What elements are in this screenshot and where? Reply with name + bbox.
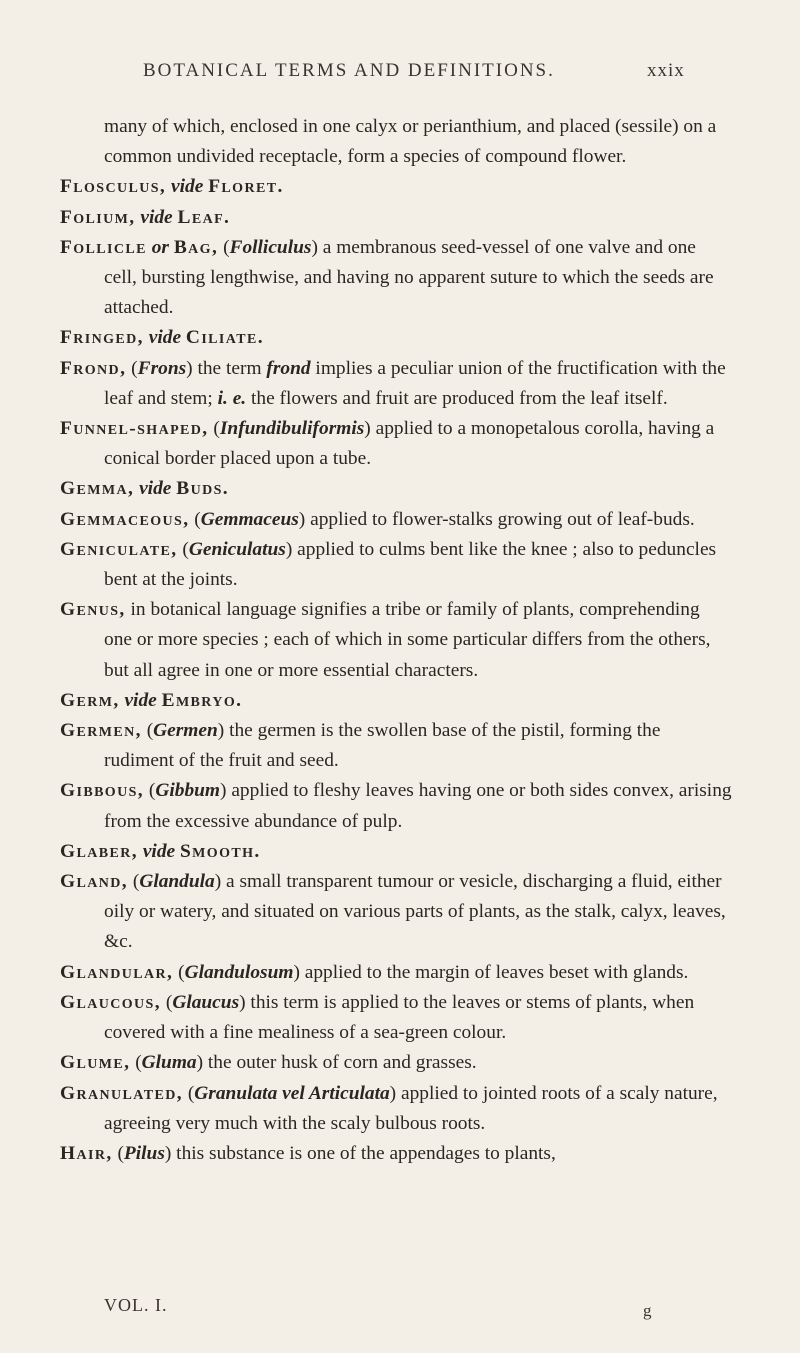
entry-italic: Pilus	[123, 1142, 165, 1164]
entry-headword: Frond,	[60, 357, 127, 379]
entry-text: ) applied to jointed roots of a scaly nature, agreeing very much with the scaly bulbous roots.	[104, 1082, 718, 1134]
entry-italic: Gemmaceus	[200, 508, 299, 530]
glossary-entry	[60, 203, 732, 233]
entry-text: the flowers and fruit are produced from the leaf itself.	[246, 387, 668, 409]
entry-text: ) applied to a monopetalous corolla, having a conical border placed upon a tube.	[104, 418, 715, 470]
glossary-body	[60, 112, 732, 1169]
entry-italic: Frons	[137, 357, 187, 379]
entry-text: ) this substance is one of the appendages to plants,	[164, 1142, 556, 1164]
entry-text: ) applied to fleshy leaves having one or both sides convex, arising from the excessive abundance of pulp.	[104, 780, 732, 832]
entry-text: (	[177, 538, 189, 560]
entry-text: ) the term	[186, 357, 267, 379]
entry-crossref: Embryo.	[161, 689, 243, 711]
entry-text: (	[208, 418, 220, 440]
signature-mark: g	[643, 1301, 652, 1320]
entry-crossref: Buds.	[176, 478, 230, 500]
entry-text: (	[161, 991, 173, 1013]
entry-text: ) the outer husk of corn and grasses.	[196, 1052, 477, 1074]
entry-text: ) applied to flower-stalks growing out of leaf-buds.	[298, 508, 695, 530]
entry-crossref: Smooth.	[179, 840, 261, 862]
entry-headword: Glaber,	[60, 840, 138, 862]
entry-italic: or	[151, 236, 169, 258]
entry-headword: Glume,	[60, 1052, 131, 1074]
glossary-entry	[60, 323, 732, 353]
entry-italic: frond	[266, 357, 311, 379]
entry-italic: vide	[142, 840, 176, 862]
entry-text: (	[126, 357, 138, 379]
entry-italic: Folliculus	[229, 236, 312, 258]
running-header	[0, 60, 800, 90]
entry-crossref: Ciliate.	[185, 327, 264, 349]
entry-headword: Funnel-shaped,	[60, 418, 209, 440]
glossary-entry	[60, 172, 732, 202]
entry-text: (	[144, 780, 156, 802]
entry-italic: vide	[171, 176, 204, 198]
glossary-entry	[60, 474, 732, 504]
glossary-entry	[60, 595, 732, 686]
entry-italic: Germen	[153, 720, 218, 742]
entry-text: (	[112, 1142, 124, 1164]
glossary-entry	[60, 958, 732, 988]
entry-headword: Gibbous,	[60, 780, 145, 802]
glossary-entry	[60, 988, 732, 1048]
entry-headword: Glandular,	[60, 961, 174, 983]
glossary-entry	[60, 837, 732, 867]
entry-text: (	[218, 236, 230, 258]
glossary-entry	[60, 686, 732, 716]
entry-text: in botanical language signifies a tribe or family of plants, comprehending one or more species ; each of which in some particular differs from the others, but all agree in one or more essential characters.	[104, 599, 711, 681]
entry-text: (	[130, 1052, 142, 1074]
entry-headword: Gemma,	[60, 478, 135, 500]
entry-headword: Flosculus,	[60, 176, 167, 198]
glossary-entry	[60, 1079, 732, 1139]
entry-text: (	[173, 961, 185, 983]
entry-crossref: Leaf.	[177, 206, 231, 228]
page-footer	[0, 1295, 800, 1325]
entry-headword: Gemmaceous,	[60, 508, 190, 530]
entry-italic: Glaucus	[172, 991, 240, 1013]
glossary-entry	[60, 1139, 732, 1169]
entry-headword: Germen,	[60, 720, 142, 742]
entry-headword: Gland,	[60, 871, 128, 893]
entry-text: ) a membranous seed-vessel of one valve and one cell, bursting lengthwise, and having no apparent suture to which the seeds are attached.	[104, 236, 714, 319]
entry-headword: Genus,	[60, 599, 126, 621]
entry-italic: Glandula	[139, 871, 215, 893]
entry-headword: Fringed,	[60, 327, 144, 349]
entry-italic: Gibbum	[155, 780, 221, 802]
entry-headword: Germ,	[60, 689, 120, 711]
header-title: BOTANICAL TERMS AND DEFINITIONS.	[143, 60, 555, 81]
entry-text: (	[189, 508, 201, 530]
entry-headword: Hair,	[60, 1142, 113, 1164]
entry-italic: Infundibuliformis	[219, 418, 365, 440]
entry-headword: Geniculate,	[60, 538, 178, 560]
volume-label: VOL. I.	[104, 1295, 168, 1315]
entry-headword: Granulated,	[60, 1082, 183, 1104]
glossary-entry	[60, 776, 732, 836]
glossary-entry	[60, 716, 732, 776]
entry-text: (	[128, 871, 140, 893]
entry-italic: vide	[124, 689, 157, 711]
entry-italic: Gluma	[141, 1052, 197, 1074]
entry-text: ) the germen is the swollen base of the pistil, forming the rudiment of the fruit and seed.	[104, 720, 661, 772]
glossary-entry	[60, 233, 732, 324]
glossary-entry	[60, 414, 732, 474]
entry-headword: Follicle	[60, 236, 147, 258]
glossary-entry	[60, 354, 732, 414]
continuation-paragraph: many of which, enclosed in one calyx or perianthium, and placed (sessile) on a common undivided receptacle, form a species of compound flower.	[104, 116, 717, 168]
entry-italic: vide	[139, 478, 172, 500]
entry-headword: Folium,	[60, 206, 136, 228]
glossary-entry	[60, 505, 732, 535]
entry-italic: vide	[148, 327, 182, 349]
glossary-entry	[60, 1048, 732, 1078]
entry-italic: Glandulosum	[184, 961, 294, 983]
entry-text: ) this term is applied to the leaves or stems of plants, when covered with a fine mealiness of a sea-green colour.	[104, 991, 695, 1044]
entry-italic: Granulata vel Articulata	[194, 1082, 390, 1104]
entry-crossref: Floret.	[208, 176, 284, 198]
entry-text: (	[141, 720, 154, 742]
entry-italic: vide	[140, 206, 173, 228]
entry-text: implies a peculiar union of the fructification with the leaf and stem;	[104, 357, 726, 409]
entry-text: ) applied to the margin of leaves beset with glands.	[293, 961, 689, 983]
entry-crossref: Bag,	[173, 236, 219, 258]
entry-italic: i. e.	[217, 387, 247, 409]
entry-headword: Glaucous,	[60, 991, 161, 1013]
entry-italic: Geniculatus	[188, 538, 286, 560]
page-number: xxix	[647, 60, 685, 81]
entry-text: (	[182, 1082, 195, 1104]
glossary-entry	[60, 535, 732, 595]
entry-text: ) a small transparent tumour or vesicle, discharging a fluid, either oily or watery, and situated on various parts of plants, as the stalk, calyx, leaves, &c.	[104, 871, 726, 953]
entry-text: ) applied to culms bent like the knee ; also to peduncles bent at the joints.	[104, 538, 717, 591]
glossary-entry	[60, 867, 732, 958]
